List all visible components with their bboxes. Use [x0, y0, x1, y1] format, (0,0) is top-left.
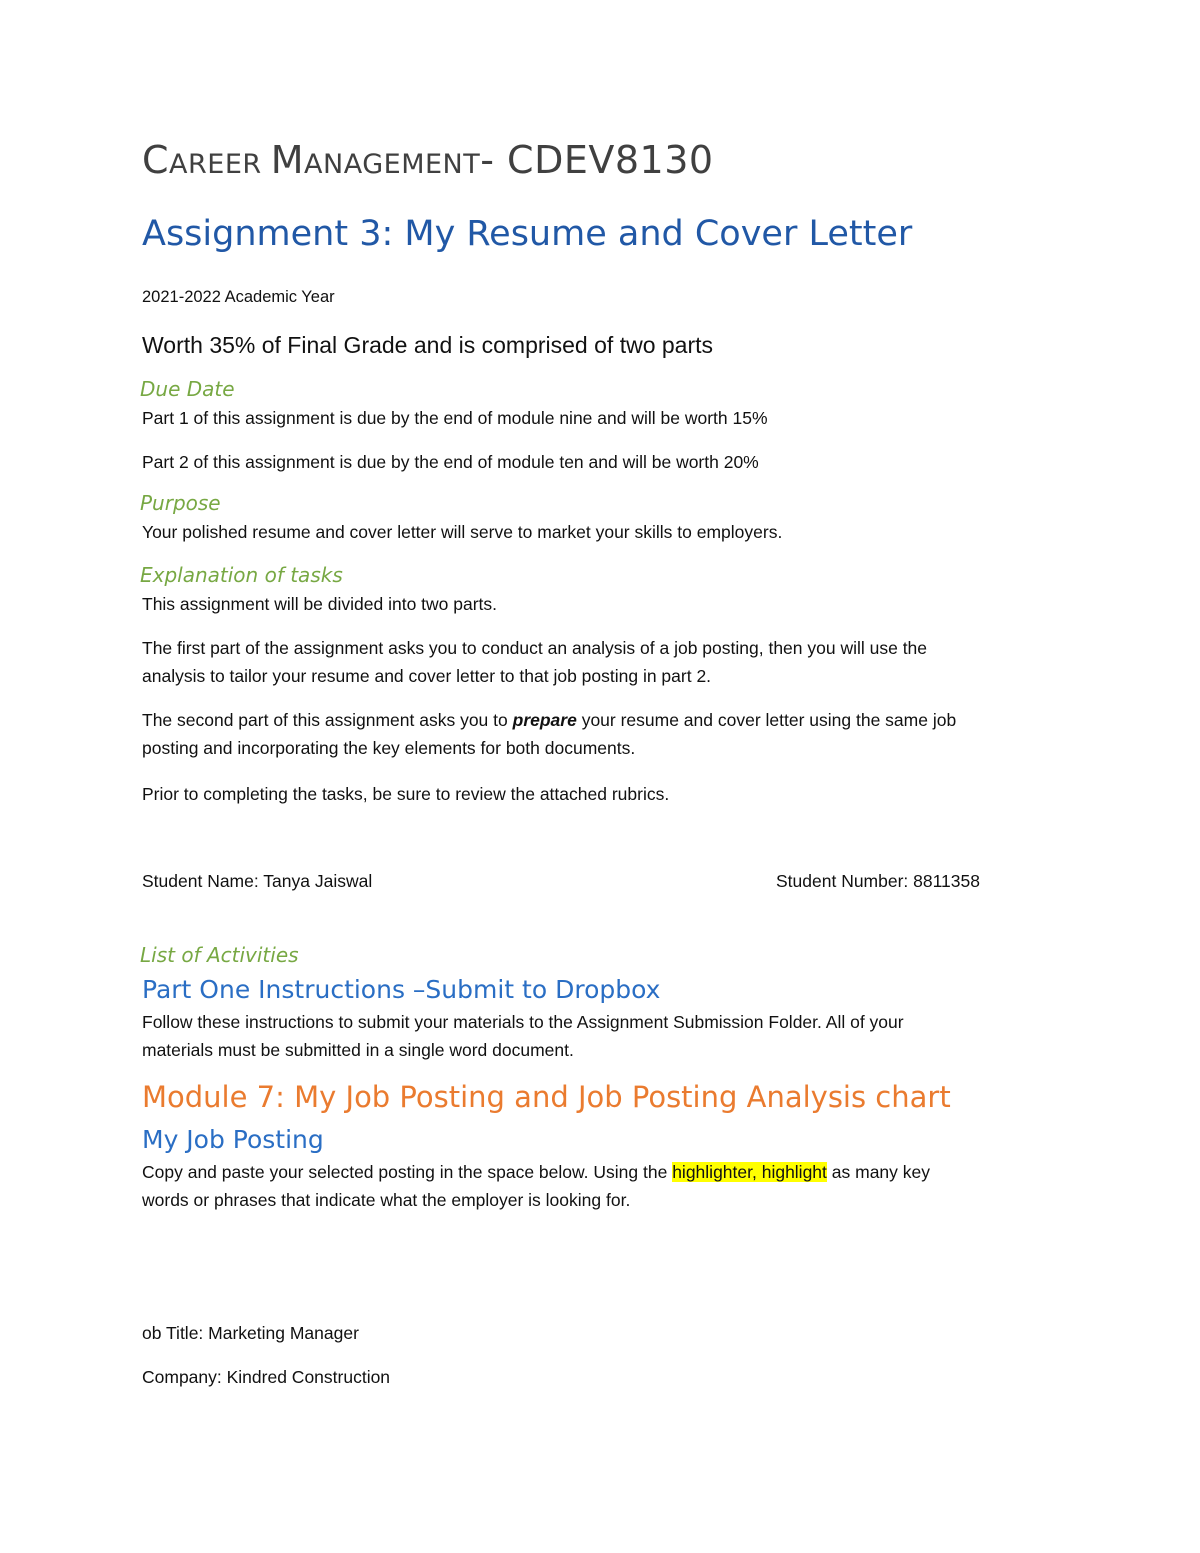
explanation-para3-emphasis: prepare	[512, 710, 577, 730]
explanation-para3-text-a: The second part of this assignment asks you to	[142, 710, 513, 730]
part-one-line1: Follow these instructions to submit your materials to the Assignment Submission Folder. All of your	[142, 1012, 904, 1032]
job-posting-line1-b: as many key	[826, 1162, 931, 1182]
assignment-title: Assignment 3: My Resume and Cover Letter	[142, 214, 913, 254]
course-title	[142, 138, 714, 182]
course-code: - CDEV8130	[480, 138, 714, 182]
job-posting-line1-a: Copy and paste your selected posting in the space below. Using the	[142, 1162, 673, 1182]
purpose-heading: Purpose	[140, 491, 221, 515]
explanation-para4: Prior to completing the tasks, be sure to review the attached rubrics.	[142, 784, 670, 804]
grade-weight-heading: Worth 35% of Final Grade and is comprised of two parts	[142, 332, 714, 358]
explanation-para2-line1: The first part of the assignment asks you to conduct an analysis of a job posting, then you will use the	[142, 638, 928, 658]
explanation-para3-text-c: your resume and cover letter using the same job	[576, 710, 957, 730]
module7-heading: Module 7: My Job Posting and Job Posting Analysis chart	[142, 1080, 951, 1114]
explanation-heading: Explanation of tasks	[140, 563, 343, 587]
due-date-heading: Due Date	[140, 377, 235, 401]
student-number: Student Number: 8811358	[776, 871, 980, 891]
student-name: Student Name: Tanya Jaiswal	[142, 871, 373, 891]
job-posting-line2: words or phrases that indicate what the employer is looking for.	[142, 1190, 631, 1210]
due-date-part2: Part 2 of this assignment is due by the end of module ten and will be worth 20%	[142, 452, 759, 472]
company-name: Company: Kindred Construction	[142, 1367, 391, 1387]
part-one-heading: Part One Instructions –Submit to Dropbox	[142, 975, 661, 1004]
part-one-line2: materials must be submitted in a single word document.	[142, 1040, 574, 1060]
course-title-initial-c: C	[142, 138, 170, 182]
course-title-anagement: ANAGEMENT	[304, 149, 481, 180]
explanation-para3-line2: posting and incorporating the key elements for both documents.	[142, 738, 636, 758]
job-posting-line1	[142, 1162, 930, 1183]
academic-year: 2021-2022 Academic Year	[142, 288, 335, 306]
job-title: ob Title: Marketing Manager	[142, 1323, 359, 1343]
explanation-para2-line2: analysis to tailor your resume and cover letter to that job posting in part 2.	[142, 666, 712, 686]
explanation-line1: This assignment will be divided into two parts.	[142, 594, 498, 614]
job-posting-heading: My Job Posting	[142, 1125, 324, 1154]
course-title-initial-m: M	[270, 138, 305, 182]
course-title-areer: AREER	[169, 149, 271, 180]
purpose-text: Your polished resume and cover letter will serve to market your skills to employers.	[142, 522, 783, 542]
due-date-part1: Part 1 of this assignment is due by the end of module nine and will be worth 15%	[142, 408, 768, 428]
activities-heading: List of Activities	[140, 943, 299, 967]
highlighted-phrase: highlighter, highlight	[672, 1162, 827, 1182]
explanation-para3-line1	[142, 710, 956, 731]
